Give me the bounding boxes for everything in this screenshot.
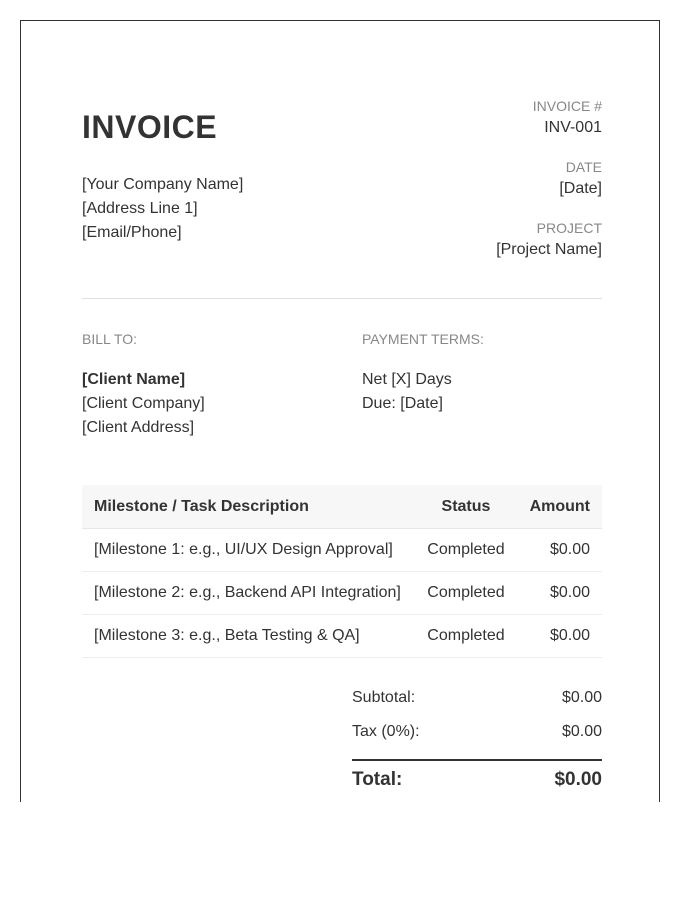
row-description: [Milestone 1: e.g., UI/UX Design Approval] (82, 529, 415, 572)
payment-terms-value: Net [X] Days (362, 371, 452, 388)
company-address: [Address Line 1] (82, 200, 198, 217)
date-value: [Date] (559, 180, 602, 197)
row-status: Completed (415, 615, 517, 658)
tax-label: Tax (0%): (352, 723, 420, 740)
invoice-number-label: INVOICE # (532, 98, 602, 114)
table-header-row (82, 485, 602, 529)
date-label: DATE (565, 159, 602, 175)
payment-terms-label: PAYMENT TERMS: (362, 331, 484, 347)
subtotal-label: Subtotal: (352, 689, 416, 706)
payment-terms-section (362, 330, 602, 416)
bill-to-lines (82, 368, 342, 440)
client-company: [Client Company] (82, 395, 205, 412)
header-divider (82, 298, 602, 299)
row-status: Completed (415, 529, 517, 572)
row-description: [Milestone 3: e.g., Beta Testing & QA] (82, 615, 415, 658)
date-block (342, 159, 602, 220)
company-info (82, 173, 243, 245)
project-label: PROJECT (536, 220, 602, 236)
subtotal-value: $0.00 (561, 689, 602, 706)
client-address: [Client Address] (82, 419, 195, 436)
invoice-meta (342, 98, 602, 281)
tax-value: $0.00 (561, 723, 602, 740)
invoice-number-block (342, 98, 602, 159)
invoice-number-value: INV-001 (544, 119, 602, 136)
milestones-table (82, 485, 602, 658)
row-amount: $0.00 (517, 572, 602, 615)
table-row (82, 572, 602, 615)
row-amount: $0.00 (517, 529, 602, 572)
row-description: [Milestone 2: e.g., Backend API Integration] (82, 572, 415, 615)
tax-row (352, 715, 602, 749)
row-status: Completed (415, 572, 517, 615)
bill-to-label: BILL TO: (82, 331, 137, 347)
total-label: Total: (352, 769, 403, 790)
bill-to-section (82, 330, 342, 440)
total-row (352, 761, 602, 799)
due-date: Due: [Date] (362, 395, 443, 412)
company-contact: [Email/Phone] (82, 224, 182, 241)
project-block (342, 220, 602, 281)
table-row (82, 615, 602, 658)
invoice-title: INVOICE (82, 109, 218, 145)
description-header: Milestone / Task Description (82, 485, 415, 529)
project-value: [Project Name] (496, 241, 602, 258)
company-name: [Your Company Name] (82, 176, 244, 193)
payment-terms-lines (362, 368, 602, 416)
invoice-page (20, 20, 660, 802)
client-name: [Client Name] (82, 371, 186, 388)
status-header: Status (415, 485, 517, 529)
totals-section (352, 681, 602, 799)
subtotal-row (352, 681, 602, 715)
table-row (82, 529, 602, 572)
total-value: $0.00 (554, 769, 602, 790)
amount-header: Amount (517, 485, 602, 529)
row-amount: $0.00 (517, 615, 602, 658)
